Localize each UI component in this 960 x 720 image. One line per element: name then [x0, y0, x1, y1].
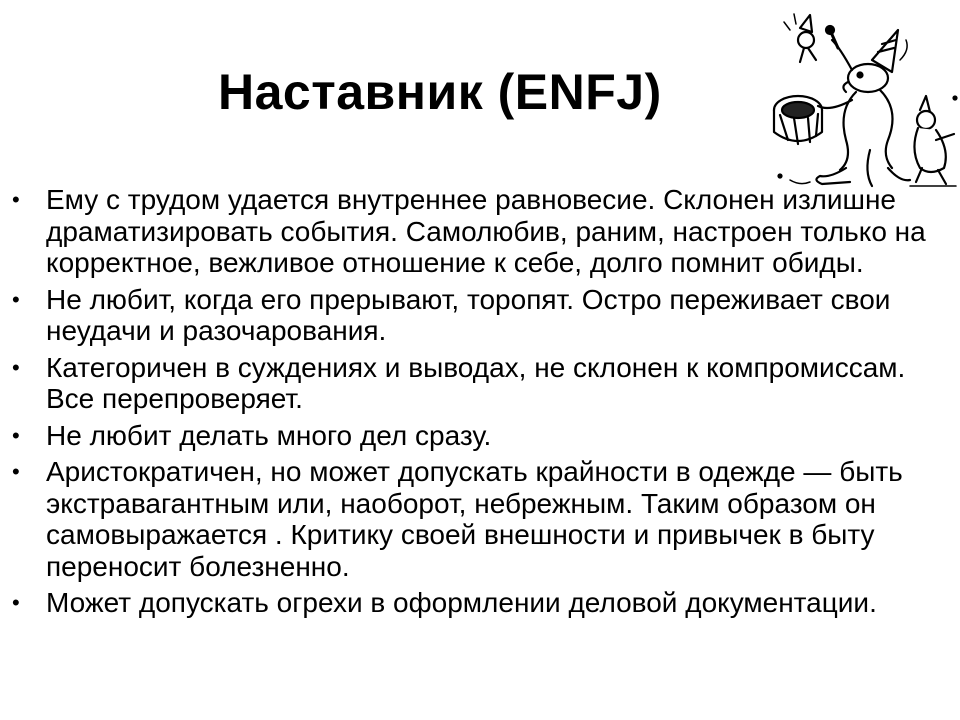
- bullet-text: Категоричен в суждениях и выводах, не склонен к компромиссам. Все перепроверяет.: [46, 351, 906, 414]
- bullet-marker: •: [12, 187, 20, 212]
- list-item: [12, 420, 942, 452]
- cartoon-drummer-illustration: [760, 0, 960, 200]
- bullet-marker: •: [12, 422, 20, 448]
- bullet-marker: •: [12, 459, 20, 484]
- bullet-text: Не любит, когда его прерывают, торопят. Остро переживает свои неудачи и разочарования.: [46, 283, 891, 346]
- list-item: [12, 184, 942, 279]
- bullet-list: [12, 184, 942, 624]
- list-item: [12, 587, 942, 619]
- bullet-text: Не любит делать много дел сразу.: [46, 419, 492, 451]
- slide-title: Наставник (ENFJ): [218, 64, 662, 120]
- bullet-marker: •: [12, 590, 20, 615]
- list-item: [12, 352, 942, 415]
- bullet-text: Аристократичен, но может допускать крайности в одежде — быть экстравагантным или, наоборот, небрежным. Таким образом он самовыражается . Критику своей внешности и привычек в быту переносит болезненно.: [46, 456, 903, 582]
- bullet-marker: •: [12, 354, 20, 380]
- bullet-text: Может допускать огрехи в оформлении деловой документации.: [46, 587, 877, 618]
- bullet-marker: •: [12, 286, 20, 312]
- list-item: [12, 284, 942, 347]
- bullet-text: Ему с трудом удается внутреннее равновесие. Склонен излишне драматизировать события. Самолюбив, раним, настроен только на корректное, вежливое отношение к себе, долго помнит обиды.: [46, 184, 926, 278]
- list-item: [12, 456, 942, 582]
